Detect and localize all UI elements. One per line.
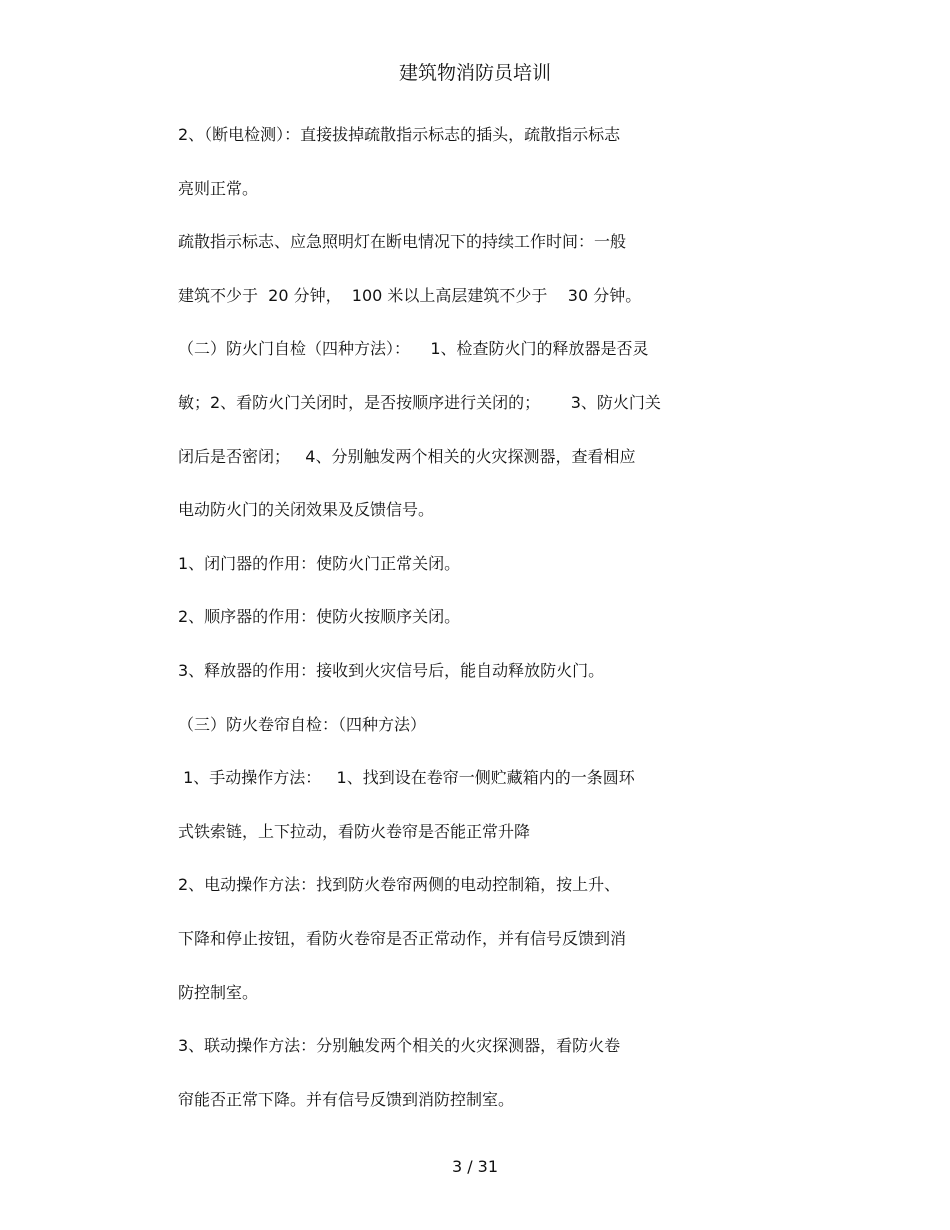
text-line: （二）防火门自检（四种方法）： 1、检查防火门的释放器是否灵 [178,339,649,359]
text-line: 闭后是否密闭； 4、分别触发两个相关的火灾探测器，查看相应 [178,446,636,466]
document-body [178,120,778,1138]
text-line: 1、闭门器的作用：使防火门正常关闭。 [178,553,461,573]
text-line: 3、释放器的作用：接收到火灾信号后，能自动释放防火门。 [178,660,605,680]
text-line: 2、电动操作方法：找到防火卷帘两侧的电动控制箱，按上升、 [178,875,621,895]
text-line: 下降和停止按钮，看防火卷帘是否正常动作，并有信号反馈到消 [178,928,627,948]
text-line: 敏；2、看防火门关闭时，是否按顺序进行关闭的； 3、防火门关 [178,392,661,412]
page-number: 3 / 31 [451,1157,499,1176]
text-line: 建筑不少于 20 分钟， 100 米以上高层建筑不少于 30 分钟。 [178,285,642,305]
text-line: 帘能否正常下降。并有信号反馈到消防控制室。 [178,1089,515,1109]
text-line: 防控制室。 [178,982,259,1002]
text-line: 疏散指示标志、应急照明灯在断电情况下的持续工作时间：一般 [178,232,627,252]
text-line: 式铁索链，上下拉动，看防火卷帘是否能正常升降 [178,821,531,841]
page-title: 建筑物消防员培训 [398,62,551,84]
text-line: 亮则正常。 [178,178,259,198]
text-line: 电动防火门的关闭效果及反馈信号。 [178,500,435,520]
text-line: 2、顺序器的作用：使防火按顺序关闭。 [178,607,461,627]
text-line: 2、（断电检测）：直接拔掉疏散指示标志的插头，疏散指示标志 [178,125,621,144]
text-line: （三）防火卷帘自检：（四种方法） [178,714,427,734]
text-line: 1、手动操作方法： 1、找到设在卷帘一侧贮藏箱内的一条圆环 [178,768,635,788]
text-line: 3、联动操作方法：分别触发两个相关的火灾探测器，看防火卷 [178,1036,621,1056]
